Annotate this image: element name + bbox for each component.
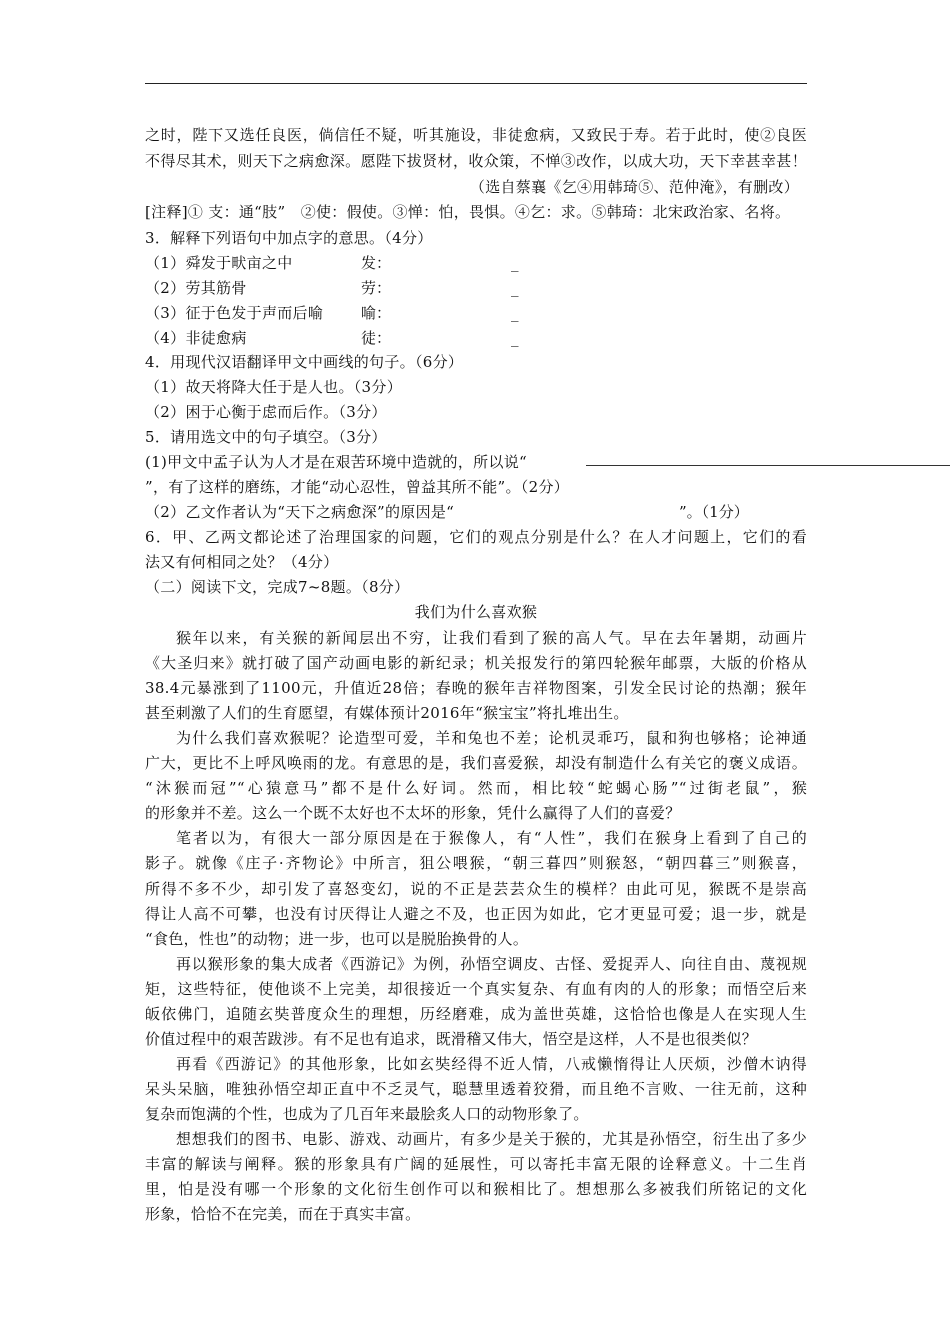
question-6-line: 6．甲、乙两文都论述了治理国家的问题，它们的观点分别是什么？在人才问题上，它们的看: [145, 528, 807, 546]
article-line: 丰富的解读与阐释。猴的形象具有广阔的延展性，可以寄托丰富无限的诠释意义。十二生肖: [145, 1155, 807, 1173]
passage-line: 之时，陛下又选任良医，倘信任不疑，听其施设，非徒愈病，又致民于寿。若于此时，使②良医: [145, 126, 807, 144]
q3-answer-blank[interactable]: _: [511, 304, 519, 322]
article-line: 再看《西游记》的其他形象，比如玄奘经得不近人情，八戒懒惰得让人厌烦，沙僧木讷得: [176, 1055, 807, 1073]
article-line: 形象，恰恰不在完美，而在于真实丰富。: [145, 1205, 421, 1223]
q5-line: ”，有了这样的磨练，才能“动心忍性，曾益其所不能”。（2分）: [145, 478, 570, 496]
part-2-title: （二）阅读下文，完成7~8题。（8分）: [145, 578, 410, 596]
header-rule: [145, 83, 807, 84]
question-3-title: 3．解释下列语句中加点字的意思。（4分）: [145, 229, 433, 247]
q3-answer-blank[interactable]: _: [511, 254, 519, 272]
passage-notes: [注释]① 支：通“肢” ②使：假使。③惮：怕，畏惧。④乞：求。⑤韩琦：北宋政治家、名将。: [145, 203, 791, 221]
q3-gloss: 劳：: [361, 279, 392, 297]
q4-item: （1）故天将降大任于是人也。（3分）: [145, 378, 402, 396]
q3-sentence: （2）劳其筋骨: [145, 279, 247, 297]
article-line: 猴年以来，有关猴的新闻层出不穷，让我们看到了猴的高人气。早在去年暑期，动画片: [176, 629, 807, 647]
q5-answer-line[interactable]: [586, 465, 950, 466]
q3-answer-blank[interactable]: _: [511, 329, 519, 347]
article-line: 皈依佛门，追随玄奘普度众生的理想，历经磨难，成为盖世英雄，这恰恰也像是人在实现人生: [145, 1005, 807, 1023]
question-4-title: 4．用现代汉语翻译甲文中画线的句子。（6分）: [145, 353, 464, 371]
article-line: “沐猴而冠”“心猿意马”都不是什么好词。然而，相比较“蛇蝎心肠”“过街老鼠”，猴: [145, 779, 807, 797]
article-line: 所得不多不少，却引发了喜怒变幻，说的不正是芸芸众生的模样？由此可见，猴既不是崇高: [145, 880, 807, 898]
article-line: 广大，更比不上呼风唤雨的龙。有意思的是，我们喜爱猴，却没有制造什么有关它的褒义成语。: [145, 754, 807, 772]
q3-answer-blank[interactable]: _: [511, 279, 519, 297]
article-line: 里，怕是没有哪一个形象的文化衍生创作可以和猴相比了。想想那么多被我们所铭记的文化: [145, 1180, 807, 1198]
q4-item: （2）困于心衡于虑而后作。（3分）: [145, 403, 387, 421]
article-line: 甚至刺激了人们的生育愿望，有媒体预计2016年“猴宝宝”将扎堆出生。: [145, 704, 629, 722]
article-line: 呆头呆脑，唯独孙悟空却正直中不乏灵气，聪慧里透着狡猾，而且绝不言败、一往无前，这种: [145, 1080, 807, 1098]
article-line: 38.4元暴涨到了1100元，升值近28倍；春晚的猴年吉祥物图案，引发全民讨论的热潮；猴年: [145, 679, 807, 697]
article-line: 再以猴形象的集大成者《西游记》为例，孙悟空调皮、古怪、爱捉弄人、向往自由、蔑视规: [176, 955, 807, 973]
article-title: 我们为什么喜欢猴: [414, 603, 538, 621]
q3-gloss: 发：: [361, 254, 392, 272]
q5-line: （2）乙文作者认为“天下之病愈深”的原因是“: [145, 503, 455, 521]
q3-gloss: 徒：: [361, 329, 392, 347]
article-line: 《大圣归来》就打破了国产动画电影的新纪录；机关报发行的第四轮猴年邮票，大版的价格从: [145, 654, 807, 672]
article-line: 想想我们的图书、电影、游戏、动画片，有多少是关于猴的，尤其是孙悟空，衍生出了多少: [176, 1130, 807, 1148]
question-6-line: 法又有何相同之处？（4分）: [145, 553, 339, 571]
article-line: 的形象并不差。这么一个既不太好也不太坏的形象，凭什么赢得了人们的喜爱？: [145, 804, 681, 822]
article-line: 笔者以为，有很大一部分原因是在于猴像人，有“人性”，我们在猴身上看到了自己的: [176, 829, 807, 847]
q3-sentence: （4）非徒愈病: [145, 329, 247, 347]
article-line: 矩，这些特征，使他谈不上完美，却很接近一个真实复杂、有血有肉的人的形象；而悟空后来: [145, 980, 807, 998]
article-line: 复杂而饱满的个性，也成为了几百年来最脍炙人口的动物形象了。: [145, 1105, 589, 1123]
passage-source: （选自蔡襄《乞④用韩琦⑤、范仲淹》，有删改）: [469, 178, 799, 196]
article-line: 为什么我们喜欢猴呢？论造型可爱，羊和兔也不差；论机灵乖巧，鼠和狗也够格；论神通: [176, 729, 807, 747]
question-5-title: 5．请用选文中的句子填空。（3分）: [145, 428, 387, 446]
q5-line-end: ”。（1分）: [679, 503, 749, 521]
article-line: 价值过程中的艰苦跋涉。有不足也有追求，既滑稽又伟大，悟空是这样，人不是也很类似？: [145, 1030, 758, 1048]
q3-gloss: 喻：: [361, 304, 392, 322]
q3-sentence: （1）舜发于畎亩之中: [145, 254, 293, 272]
q3-sentence: （3）征于色发于声而后喻: [145, 304, 324, 322]
q5-line: (1)甲文中孟子认为人才是在艰苦环境中造就的，所以说“: [145, 453, 528, 471]
article-line: “食色，性也”的动物；进一步，也可以是脱胎换骨的人。: [145, 930, 529, 948]
article-line: 影子。就像《庄子·齐物论》中所言，狙公喂猴，“朝三暮四”则猴怒，“朝四暮三”则猴喜，: [145, 854, 807, 872]
passage-line: 不得尽其术，则天下之病愈深。愿陛下拔贤材，收众策，不惮③改作，以成大功，天下幸甚幸甚！: [145, 152, 807, 170]
article-line: 得让人高不可攀，也没有讨厌得让人避之不及，也正因为如此，它才更显可爱；退一步，就是: [145, 905, 807, 923]
